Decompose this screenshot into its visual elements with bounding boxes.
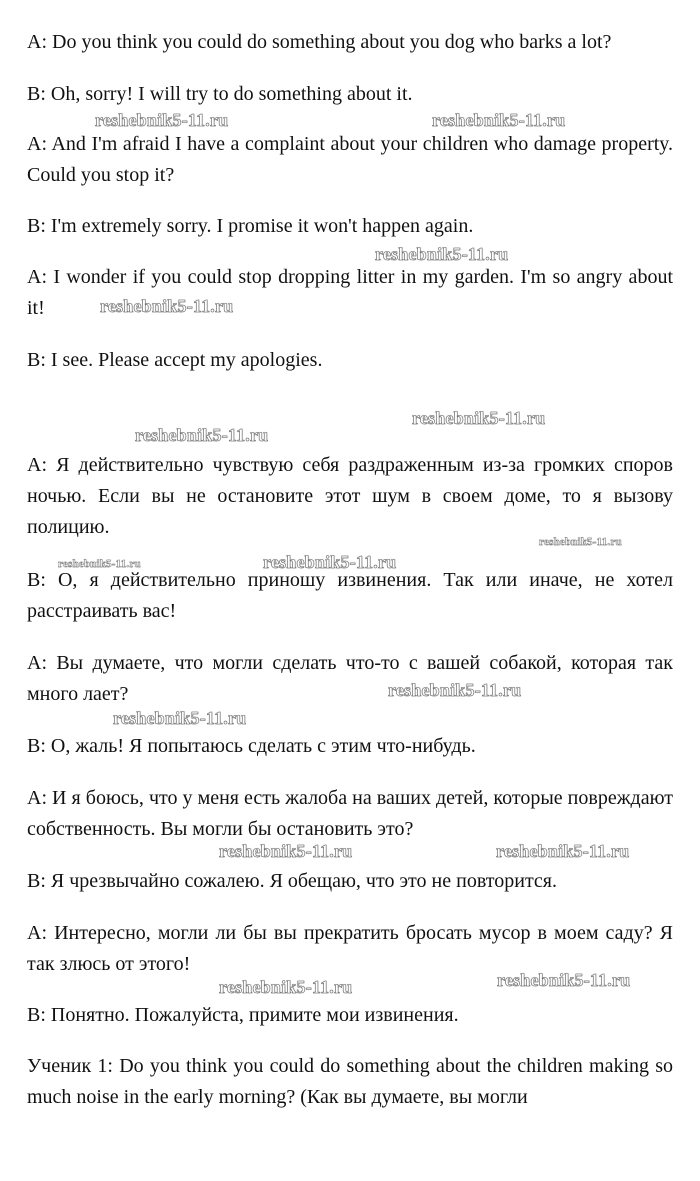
paragraph: A: Интересно, могли ли бы вы прекратить бросать мусор в моем саду? Я так злюсь от этого! [27,922,673,975]
watermark: reshebnik5-11.ru [432,110,566,130]
paragraph: A: And I'm afraid I have a complaint about your children who damage property. Could you stop it? [27,133,673,186]
paragraph: A: Я действительно чувствую себя раздраженным из-за громких споров ночью. Если вы не остановите этот шум в своем доме, то я вызову полицию. [27,454,673,538]
paragraph: A: И я боюсь, что у меня есть жалоба на ваших детей, которые повреждают собственность. Вы могли бы остановить это? [27,787,673,840]
paragraph: B: О, я действительно приношу извинения. Так или иначе, не хотел расстраивать вас! [27,569,673,622]
watermark: reshebnik5-11.ru [219,977,353,997]
paragraph: Ученик 1: Do you think you could do something about the children making so much noise in the early morning? (Как вы думаете, вы могли [27,1055,673,1108]
watermark: reshebnik5-11.ru [263,552,397,572]
paragraph: B: Я чрезвычайно сожалею. Я обещаю, что это не повторится. [27,870,557,892]
paragraph: B: Понятно. Пожалуйста, примите мои извинения. [27,1004,459,1026]
paragraph: B: О, жаль! Я попытаюсь сделать с этим что-нибудь. [27,735,476,757]
watermark: reshebnik5-11.ru [412,408,546,428]
watermark: reshebnik5-11.ru [496,841,630,861]
watermark: reshebnik5-11.ru [95,110,229,130]
watermark: reshebnik5-11.ru [100,296,234,316]
watermark: reshebnik5-11.ru [113,708,247,728]
paragraph: A: I wonder if you could stop dropping litter in my garden. I'm so angry about it! [27,266,673,319]
watermark: reshebnik5-11.ru [388,680,522,700]
watermark: reshebnik5-11.ru [539,536,622,548]
watermark: reshebnik5-11.ru [497,970,631,990]
paragraph: B: Oh, sorry! I will try to do something about it. [27,83,413,105]
watermark: reshebnik5-11.ru [219,841,353,861]
paragraph: A: Do you think you could do something about you dog who barks a lot? [27,31,612,53]
watermark: reshebnik5-11.ru [135,425,269,445]
paragraph: A: Вы думаете, что могли сделать что-то с вашей собакой, которая так много лает? [27,652,673,705]
watermark: reshebnik5-11.ru [58,558,141,570]
paragraph: B: I see. Please accept my apologies. [27,349,323,371]
paragraph: B: I'm extremely sorry. I promise it won't happen again. [27,215,474,237]
watermark: reshebnik5-11.ru [375,244,509,264]
